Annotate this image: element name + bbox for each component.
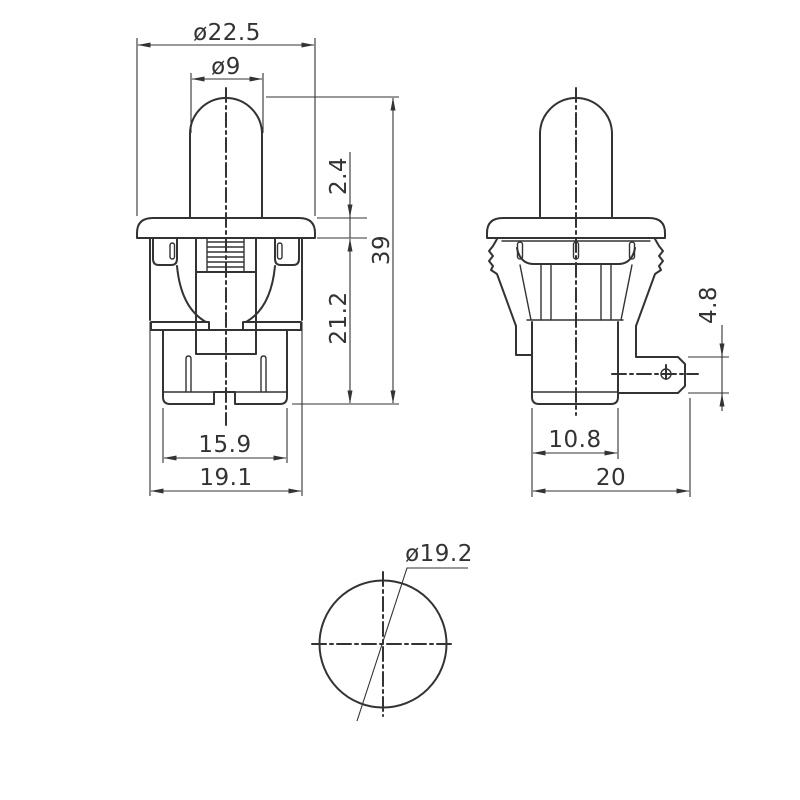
side-hook-right <box>636 239 663 326</box>
dim-overall-depth: 20 <box>595 465 627 491</box>
front-view <box>137 88 315 425</box>
front-clip-left <box>153 238 177 265</box>
dim-flange-diameter: ø22.5 <box>193 20 261 46</box>
front-clip-slot-left <box>170 243 175 259</box>
dim-body-width: 19.1 <box>199 465 253 491</box>
side-step-left <box>516 326 532 355</box>
dim-body-height: 21.2 <box>326 291 352 345</box>
dim-lower-body-width: 15.9 <box>198 432 252 458</box>
side-view <box>487 88 698 415</box>
dim-panel-hole-diameter: ø19.2 <box>405 541 473 567</box>
front-foot-left <box>151 322 209 330</box>
side-hook-left <box>489 239 516 326</box>
dim-overall-height: 39 <box>369 234 395 266</box>
bottom-view <box>312 572 455 716</box>
dim-stem-width: 10.8 <box>548 427 602 453</box>
side-terminal-tab <box>618 326 685 393</box>
front-clip-slot-right <box>278 243 283 259</box>
front-clip-right <box>275 238 299 265</box>
dim-flange-thickness: 2.4 <box>326 156 352 196</box>
dim-button-diameter: ø9 <box>211 54 241 80</box>
dim-terminal-height: 4.8 <box>696 285 722 325</box>
front-foot-right <box>243 322 301 330</box>
